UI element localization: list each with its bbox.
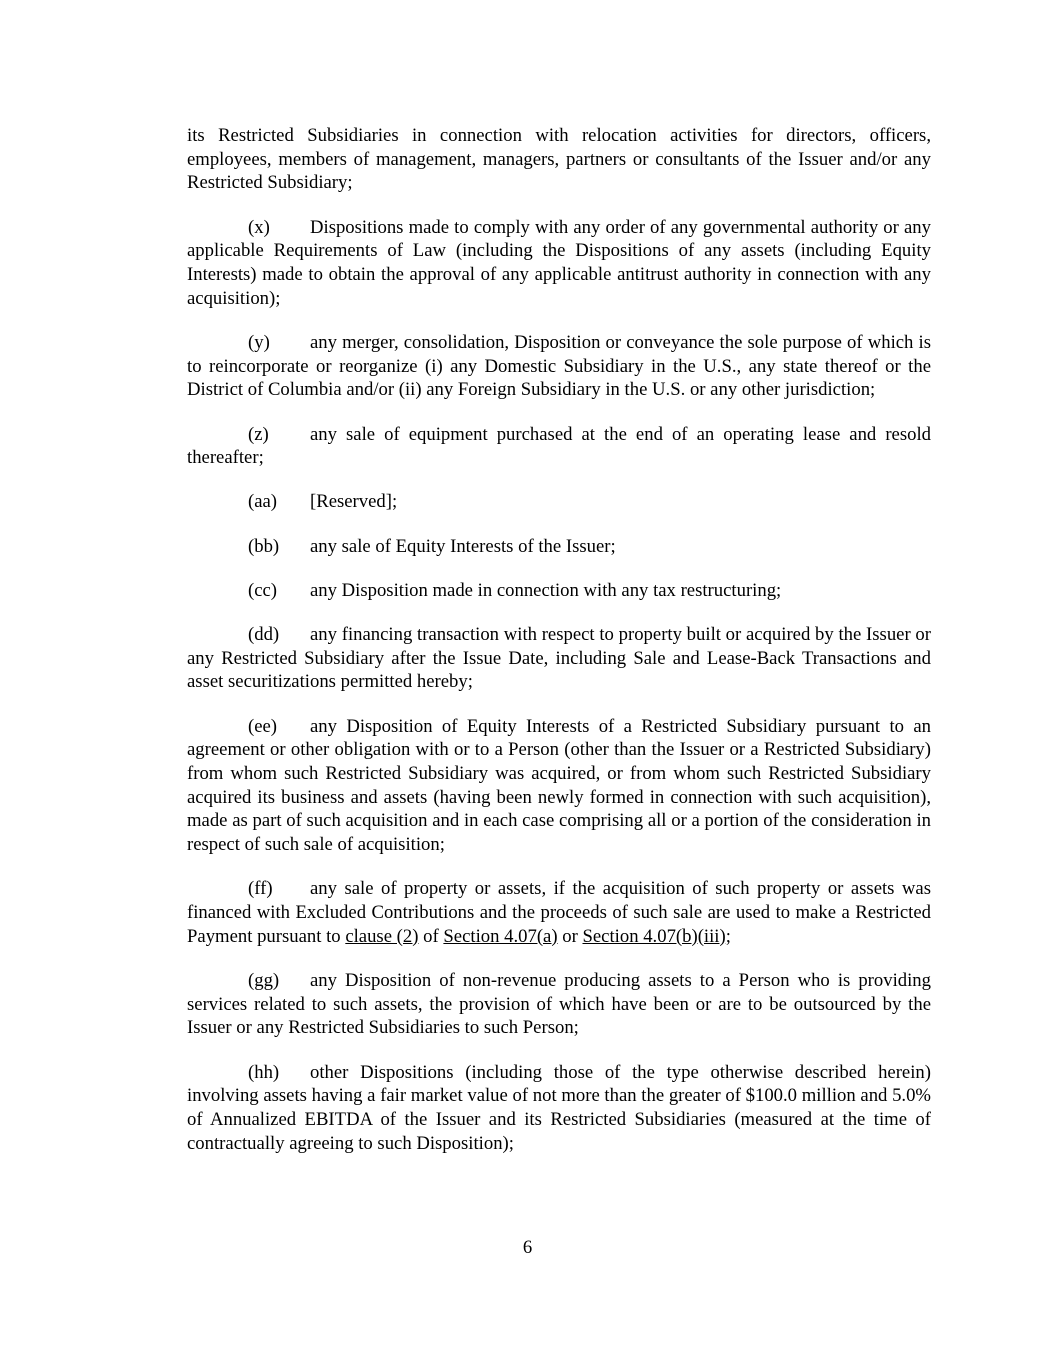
clause-label: (cc): [248, 579, 278, 601]
clause-text: any sale of property or assets, if the acquisition of such property or assets was financed with Excluded Contributions and the proceeds of such sale are used to make a Restricted Payment pursuant to: [187, 878, 931, 947]
clause-label: (ff): [248, 878, 273, 900]
clause-text: any Disposition of non-revenue producing assets to a Person who is providing services related to such assets, the provision of which have been or are to be outsourced by the Issuer or any Restricted Subsidiaries to such Person;: [187, 969, 931, 1039]
clause-text: any merger, consolidation, Disposition or conveyance the sole purpose of which is to reincorporate or reorganize (i) any Domestic Subsidiary in the U.S., any state thereof or the District of Columbia and/or (ii) any Foreign Subsidiary in the U.S. or any other jurisdiction;: [187, 331, 931, 401]
clause-label: (gg): [248, 969, 280, 991]
clause-text-end: ;: [725, 925, 731, 947]
clause-label: (dd): [248, 624, 280, 646]
clause-text: Dispositions made to comply with any order of any governmental authority or any applicable Requirements of Law (including the Dispositions of any assets (including Equity Interests) made to obtain the approval of any applicable antitrust authority in connection with any acquisition);: [187, 216, 931, 309]
intro-paragraph: its Restricted Subsidiaries in connection with relocation activities for directors, officers, employees, members of management, managers, partners or consultants of the Issuer and/or any Restricted Subsidiary;: [187, 125, 931, 194]
clause-text: any sale of equipment purchased at the end of an operating lease and resold thereafter;: [187, 423, 931, 469]
document-body: [187, 124, 931, 1176]
clause-text: any financing transaction with respect to property built or acquired by the Issuer or any Restricted Subsidiary after the Issue Date, including Sale and Lease-Back Transactions and asset securitizations permitted hereby;: [187, 624, 931, 693]
clause-gg: [187, 969, 931, 1040]
clause-ee: [187, 715, 931, 857]
clause-aa: [187, 490, 931, 514]
clause-label: (ee): [248, 715, 278, 737]
clause-text: any Disposition made in connection with any tax restructuring;: [310, 579, 782, 601]
page-number: 6: [522, 1237, 533, 1258]
clause-z: [187, 423, 931, 470]
clause-hh: [187, 1061, 931, 1156]
clause-text-of: of: [423, 925, 439, 947]
clause-y: [187, 331, 931, 402]
clause-label: (aa): [248, 491, 278, 513]
clause-label: (bb): [248, 535, 280, 557]
clause-label: (z): [248, 423, 269, 445]
clause-text-or: or: [562, 925, 578, 947]
clause-label: (x): [248, 216, 270, 238]
clause-label: (y): [248, 331, 270, 353]
clause-dd: [187, 623, 931, 694]
clause-2-reference: clause (2): [345, 925, 419, 947]
section-4-07biii-reference: Section 4.07(b)(iii): [582, 925, 726, 947]
clause-x: [187, 216, 931, 311]
section-4-07a-reference: Section 4.07(a): [443, 925, 558, 947]
clause-cc: [187, 579, 931, 603]
clause-text: other Dispositions (including those of the type otherwise described herein) involving assets having a fair market value of not more than the greater of $100.0 million and 5.0% of Annualized EBITDA of the Issuer and its Restricted Subsidiaries (measured at the time of contractually agreeing to such Disposition);: [187, 1061, 931, 1154]
clause-bb: [187, 535, 931, 559]
clause-ff: [187, 877, 931, 948]
clause-text: any Disposition of Equity Interests of a Restricted Subsidiary pursuant to an agreement or other obligation with or to a Person (other than the Issuer or a Restricted Subsidiary) from whom such Restricted Subsidiary was acquired, or from whom such Restricted Subsidiary acquired its business and assets (having been newly formed in connection with such acquisition), made as part of such acquisition and in each case comprising all or a portion of the consideration in respect of such sale of acquisition;: [187, 715, 931, 856]
clause-text: [Reserved];: [310, 491, 398, 513]
clause-label: (hh): [248, 1061, 280, 1083]
clause-text: any sale of Equity Interests of the Issuer;: [310, 535, 616, 557]
